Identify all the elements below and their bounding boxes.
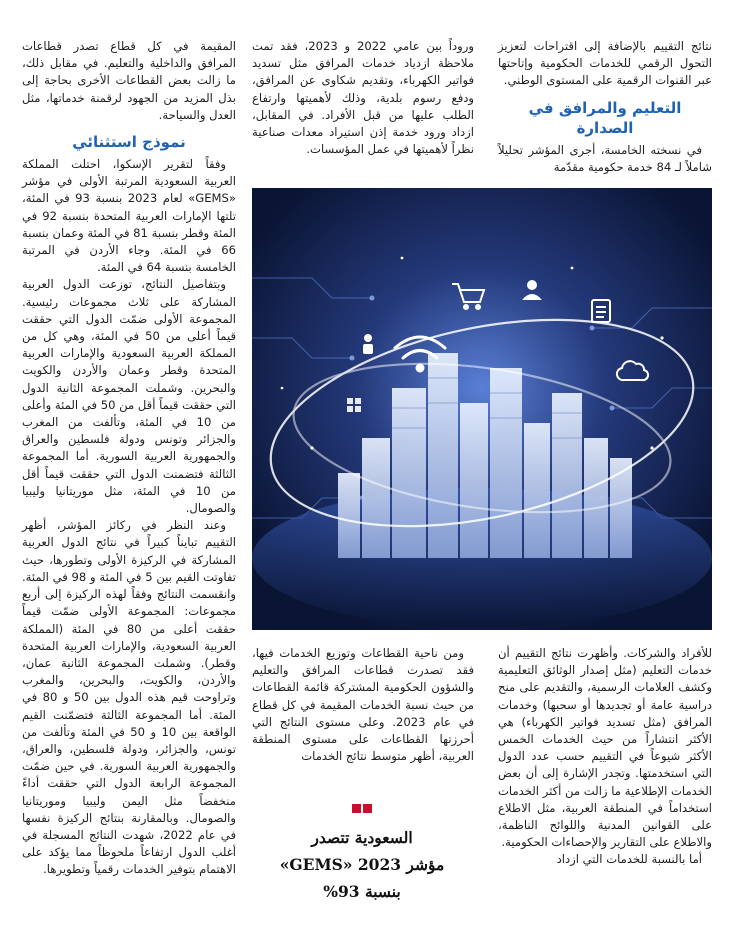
accent-squares: [262, 798, 462, 810]
section-heading-education: التعليم والمرافق في الصدارة: [528, 98, 682, 137]
paragraph: وروداً بين عامي 2022 و 2023، فقد تمت ملاحظة ازدياد خدمات المرافق مثل تسديد فواتير الكهرباء، وتقديم شكاوى عن المرافق، ودفع رسوم بلدية، وذلك لأهميتها وارتفاع الطلب عليها من قبل الأفراد. في المقابل، ازداد ورود خدمة إذن استيراد معدات صناعية نظراً لأهميتها في عمل المؤسسات.: [252, 39, 474, 157]
paragraph: وفقاً لتقرير الإسكوا، احتلت المملكة العربية السعودية المرتبة الأولى في مؤشر «GEMS» لعام 2023 بنسبة 93 في المئة، تلتها الإمارات العربية المتحدة بنسبة 92 في المئة وقطر بنسبة 81 في المئة وعمان بنسبة 66 في المئة. وجاء الأردن في المرتبة الخامسة بنسبة 64 في المئة.: [22, 157, 236, 275]
paragraph: للأفراد والشركات. وأظهرت نتائج التقييم أن خدمات التعليم (مثل إصدار الوثائق التعليمية وكشف العلامات الرسمية، والتقديم على منح دراسية عامة أو تجديدها أو سحبها) وخدمات المرافق (مثل تسديد فواتير الكهرباء) هي الأكثر انتشاراً من حيث الخدمات الخمس الأكثر شيوعاً في التقييم حسب عدد الدول التي استخدمتها. وتجدر الإشارة إلى أن بعض الخدمات الإطلاعية ما زالت من أكثر الخدمات استخداماً في المنطقة العربية، مثل الاطلاع على القوانين المدنية واللوائح الناظمة، والاطلاع على التقارير والإحصاءات الحكومية.: [498, 646, 712, 850]
section-heading-exceptional-model: نموذج استثنائي: [72, 133, 186, 152]
pull-quote-text: [262, 824, 462, 905]
accent-square-icon: [363, 804, 372, 813]
paragraph: نتائج التقييم بالإضافة إلى اقتراحات لتعزيز التحول الرقمي للخدمات الحكومية وإتاحتها عبر القنوات الرقمية على المستوى الوطني.: [498, 39, 712, 88]
left-column: [22, 38, 236, 879]
pull-quote: [262, 798, 462, 905]
paragraph: المقيمة في كل قطاع تصدر قطاعات المرافق والداخلية والتعليم. في مقابل ذلك، ما زالت بعض القطاعات الأخرى بحاجة إلى بذل المزيد من الجهود لرقمنة خدماتها، مثل العدل والسياحة.: [22, 39, 236, 122]
paragraph: ومن ناحية القطاعات وتوزيع الخدمات فيها، فقد تصدرت قطاعات المرافق والتعليم والشؤون الحكومية المشتركة قائمة القطاعات من حيث نسبة الخدمات المقيمة في كل قطاع في عام 2023. وعلى مستوى النتائج التي أحرزتها القطاعات على مستوى المنطقة العربية، أظهر متوسط نتائج الخدمات: [252, 646, 474, 764]
right-column-top: [498, 38, 712, 176]
middle-column-top: [252, 38, 474, 158]
pull-quote-line: مؤشر 2023 «GEMS»: [279, 855, 445, 874]
paragraph: وبتفاصيل النتائج، توزعت الدول العربية المشاركة على ثلاث مجموعات رئيسية. المجموعة الأولى ضمّت الدول التي حققت قيماً أعلى من 50 في المئة، وهي كل من المملكة العربية السعودية والإمارات العربية المتحدة وقطر وعمان والأردن والكويت والبحرين. وشملت المجموعة الثانية الدول التي حققت قيماً أقل من 50 في المئة وأعلى من 10 في المئة، وتألفت من المغرب والجزائر وتونس ودولة فلسطين والعراق والجمهورية العربية السورية. أما المجموعة الثالثة فتضمنت الدول التي حققت قيماً أقل من 10 في المئة، مثل موريتانيا وليبيا والصومال.: [22, 277, 236, 516]
paragraph: وعند النظر في ركائز المؤشر، أظهر التقييم تبايناً كبيراً في نتائج الدول العربية المشاركة في الركيزة الأولى وتطورها، حيث تفاوتت القيم بين 5 في المئة و 98 في المئة. وانقسمت النتائج وفقاً لهذه الركيزة إلى أربع مجموعات: المجموعة الأولى ضمّت قيماً حققت أعلى من 80 في المئة (المملكة العربية السعودية، والإمارات العربية المتحدة وقطر). وشملت المجموعة الثانية عمان، والأردن، والكويت، والبحرين، والمغرب وتراوحت قيم هذه الدول بين 50 و 80 في المئة. أما المجموعة الثالثة فتضمّنت القيم الواقعة بين 10 و 50 في المئة وتألفت من تونس، والجزائر، ودولة فلسطين، والعراق، والجمهورية العربية السورية. في حين ضمّت المجموعة الرابعة الدول التي حققت أداءً منخفضاً مثل اليمن وليبيا وموريتانيا والصومال. وبالمقارنة بنتائج الركيزة نفسها في عام 2022، شهدت النتائج المسجلة في أغلب الدول ارتفاعاً ملحوظاً مما يؤكد على الاهتمام بتوفير الخدمات رقمياً وتطويرها.: [22, 518, 237, 877]
paragraph: في نسخته الخامسة، أجرى المؤشر تحليلاً شاملاً لـ 84 خدمة حكومية مقدّمة: [498, 142, 712, 174]
middle-column-bottom: [252, 645, 474, 765]
pull-quote-line: السعودية تتصدر: [311, 828, 413, 847]
paragraph: أما بالنسبة للخدمات التي ازداد: [556, 852, 702, 867]
hero-image-digital-city: [252, 188, 712, 630]
right-column-bottom: [498, 645, 712, 869]
pull-quote-line: بنسبة 93%: [323, 882, 401, 901]
accent-square-icon: [352, 804, 361, 813]
